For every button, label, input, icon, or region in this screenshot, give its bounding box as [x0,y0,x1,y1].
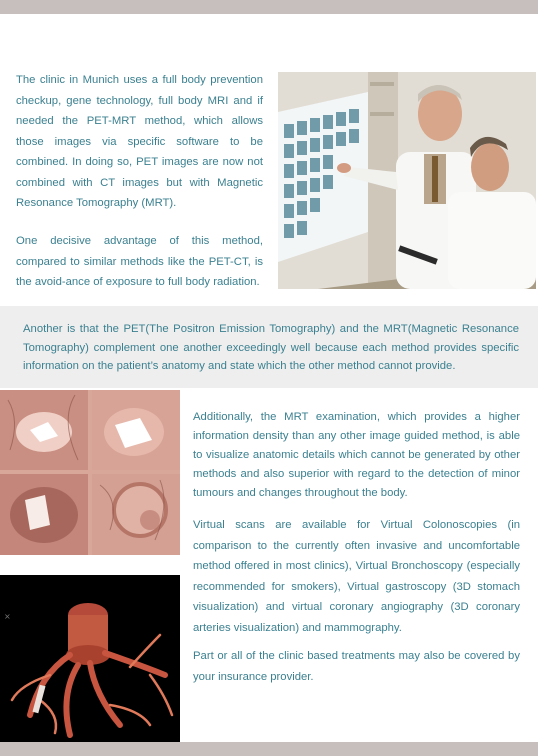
top-bar [0,0,538,14]
intro-paragraph: The clinic in Munich uses a full body prevention checkup, gene technology, full body MRI and if needed the PET-MRT method, which allows those images via specific software to be combined. In doing so, PET images are now not combined with CT images but with Magnetic Resonance Tomography (MRT). [16,74,263,209]
bottom-bar [0,742,538,756]
doctors-photo [278,72,536,289]
svg-text:×: × [4,612,11,621]
virtual-scans-paragraph: Virtual scans are available for Virtual Colonoscopies (in comparison to the currently often invasive and uncomfortable method offered in most clinics), Virtual Bronchoscopy (especially recommended for smokers), Virtual gastroscopy (3D stomach visualization) and virtual coronary angiography (3D coronary arteries visualization) and mammography. [193,519,520,634]
complement-paragraph: Another is that the PET(The Positron Emission Tomography) and the MRT(Magnetic Resonance Tomography) complement one another exceedingly well because each method provides specific information on the patient’s anatomy and state which the other method cannot provide. [23,323,519,372]
coronary-angiography-image [0,575,180,742]
advantage-paragraph: One decisive advantage of this method, compared to similar methods like the PET-CT, is the avoid-ance of exposure to full body radiation. [16,235,263,288]
virtual-scan-images [0,390,180,555]
mrt-paragraph: Additionally, the MRT examination, which provides a higher information density than any other image guided method, is able to visualize anatomic details which cannot be generated by other methods and also superior with regard to the detection of minor tumours and changes throughout the body. [193,411,520,499]
insurance-paragraph: Part or all of the clinic based treatments may also be covered by your insurance provider. [193,650,520,683]
